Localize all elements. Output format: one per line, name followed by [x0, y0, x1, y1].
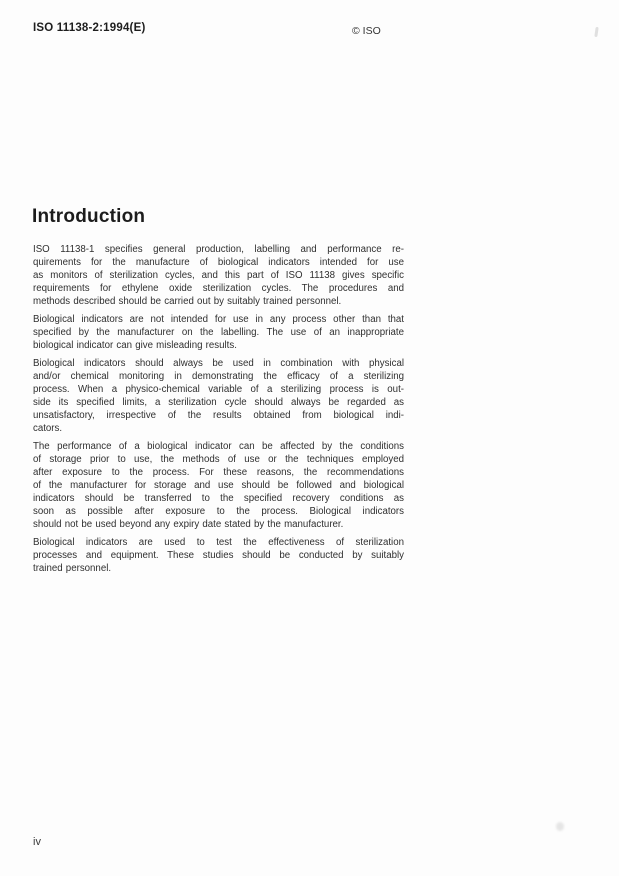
- text-line: specified by the manufacturer on the labelling. The use of an inappropriate: [33, 327, 404, 338]
- text-line: as monitors of sterilization cycles, and this part of ISO 11138 gives specific: [33, 270, 404, 281]
- text-line: biological indicator can give misleading results.: [33, 340, 237, 351]
- introduction-body: [33, 243, 404, 580]
- text-line: and/or chemical monitoring in demonstrating the efficacy of a sterilizing: [33, 371, 404, 382]
- text-line: of the manufacturer for storage and use should be followed and biological: [33, 480, 404, 491]
- text-line: of storage prior to use, the methods of use or the techniques employed: [33, 454, 404, 465]
- text-line: requirements for ethylene oxide sterilization cycles. The procedures and: [33, 283, 404, 294]
- text-line: methods described should be carried out by suitably trained personnel.: [33, 296, 342, 307]
- paragraph: [33, 440, 404, 531]
- scan-artifact: [594, 27, 598, 37]
- header-copyright: © ISO: [352, 25, 381, 37]
- section-title: Introduction: [32, 206, 146, 227]
- text-line: Biological indicators are used to test the effectiveness of sterilization: [33, 537, 404, 548]
- text-line: processes and equipment. These studies should be conducted by suitably: [33, 550, 404, 561]
- paragraph: [33, 536, 404, 575]
- text-line: quirements for the manufacture of biological indicators intended for use: [33, 257, 404, 268]
- text-line: after exposure to the process. For these reasons, the recommendations: [33, 467, 404, 478]
- text-line: process. When a physico-chemical variable of a sterilizing process is out-: [33, 384, 404, 395]
- header-doc-number: ISO 11138-2:1994(E): [33, 22, 146, 34]
- scan-artifact: [556, 822, 564, 831]
- text-line: Biological indicators should always be used in combination with physical: [33, 358, 404, 369]
- text-line: Biological indicators are not intended for use in any process other than that: [33, 314, 404, 325]
- paragraph: [33, 357, 404, 435]
- text-line: ISO 11138-1 specifies general production, labelling and performance re-: [33, 244, 404, 255]
- text-line: The performance of a biological indicator can be affected by the conditions: [33, 441, 404, 452]
- text-line: indicators should be transferred to the specified recovery conditions as: [33, 493, 404, 504]
- paragraph: [33, 313, 404, 352]
- text-line: trained personnel.: [33, 563, 112, 574]
- text-line: soon as possible after exposure to the process. Biological indicators: [33, 506, 404, 517]
- paragraph: [33, 243, 404, 308]
- text-line: cators.: [33, 423, 63, 434]
- text-line: side its specified limits, a sterilization cycle should always be regarded as: [33, 397, 404, 408]
- text-line: should not be used beyond any expiry date stated by the manufacturer.: [33, 519, 344, 530]
- page-number: iv: [33, 836, 41, 848]
- text-line: unsatisfactory, irrespective of the results obtained from biological indi-: [33, 410, 404, 421]
